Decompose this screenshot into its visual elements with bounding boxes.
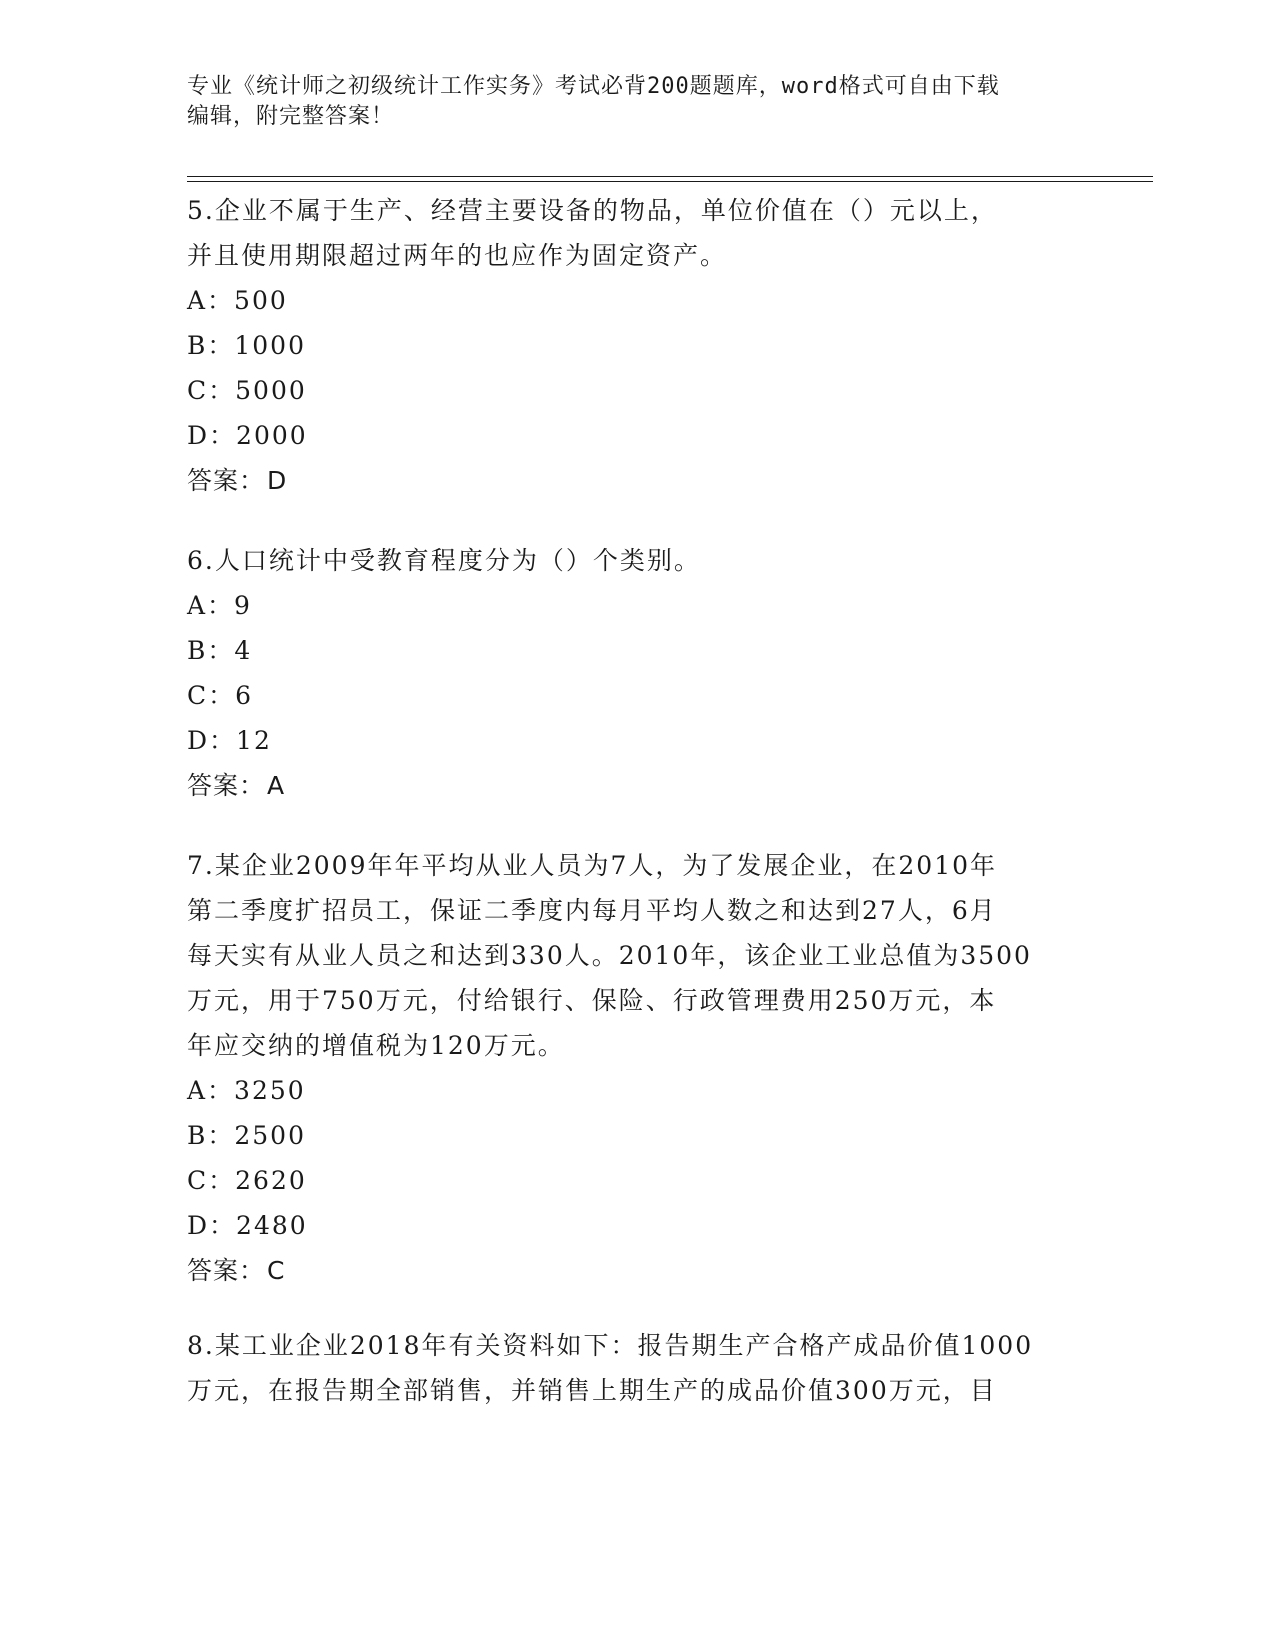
stem-line: 6.人口统计中受教育程度分为（）个类别。 [187,546,701,575]
question-stem [187,843,1087,1068]
question-6 [187,538,1087,808]
option-a: A：500 [187,286,288,315]
answer-value: C [267,1256,286,1285]
stem-line: 每天实有从业人员之和达到330人。2010年，该企业工业总值为3500 [187,941,1032,970]
answer-label: 答案： [187,1256,266,1285]
stem-line: 并且使用期限超过两年的也应作为固定资产。 [187,241,728,270]
answer-value: A [267,771,286,800]
stem-line: 5.企业不属于生产、经营主要设备的物品，单位价值在（）元以上， [187,196,998,225]
option-c: C：5000 [187,376,307,405]
option-c: C：2620 [187,1166,307,1195]
answer-line [187,1248,1087,1293]
option-c: C：6 [187,681,254,710]
question-8 [187,1323,1087,1413]
answer-line [187,458,1087,503]
option-d: D：2000 [187,421,308,450]
stem-line: 第二季度扩招员工，保证二季度内每月平均人数之和达到27人，6月 [187,896,997,925]
stem-line: 万元，在报告期全部销售，并销售上期生产的成品价值300万元，目 [187,1376,997,1405]
stem-line: 年应交纳的增值税为120万元。 [187,1031,565,1060]
option-d: D：12 [187,726,272,755]
stem-line: 8.某工业企业2018年有关资料如下：报告期生产合格产成品价值1000 [187,1331,1034,1360]
option-b: B：2500 [187,1121,306,1150]
stem-line: 万元，用于750万元，付给银行、保险、行政管理费用250万元，本 [187,986,997,1015]
question-stem [187,188,1087,278]
stem-line: 7.某企业2009年年平均从业人员为7人，为了发展企业，在2010年 [187,851,998,880]
option-a: A：9 [187,591,252,620]
header-divider-bottom [187,181,1153,182]
option-b: B：1000 [187,331,306,360]
question-stem [187,1323,1087,1413]
option-a: A：3250 [187,1076,306,1105]
document-header [187,72,1087,132]
question-stem [187,538,1087,583]
header-line-1: 专业《统计师之初级统计工作实务》考试必背200题题库，word格式可自由下载 [187,74,1000,99]
question-7 [187,843,1087,1293]
option-b: B：4 [187,636,253,665]
answer-label: 答案： [187,466,266,495]
header-line-2: 编辑，附完整答案！ [187,104,395,129]
answer-label: 答案： [187,771,266,800]
answer-value: D [267,466,288,495]
option-d: D：2480 [187,1211,308,1240]
question-5 [187,188,1087,503]
header-divider-top [187,176,1153,177]
answer-line [187,763,1087,808]
